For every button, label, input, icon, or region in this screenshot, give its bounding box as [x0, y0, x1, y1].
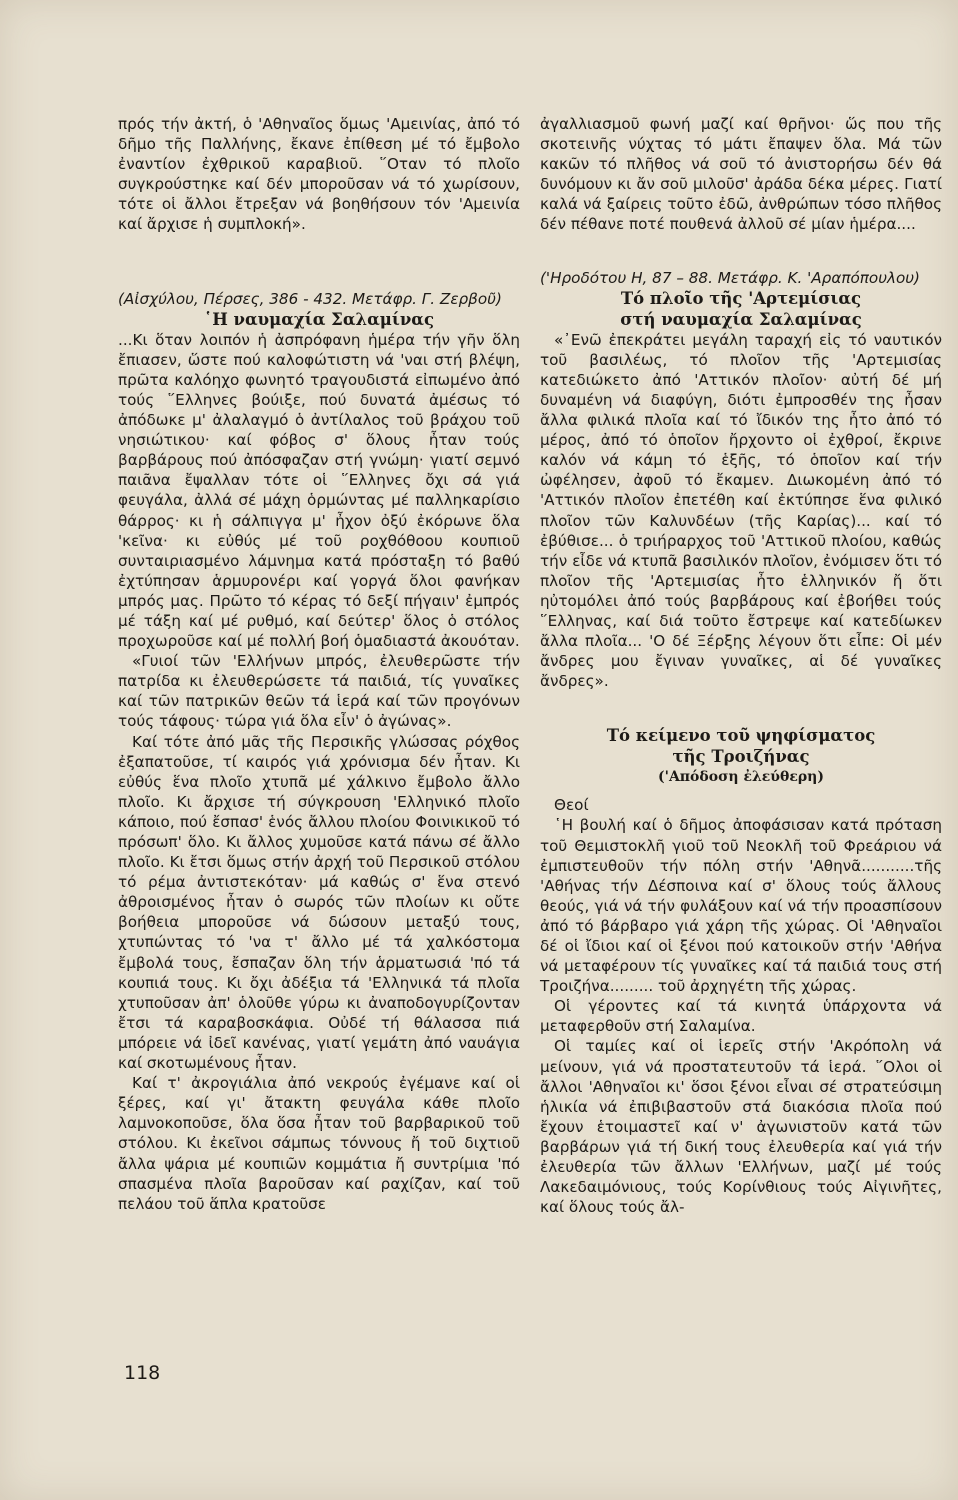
- paragraph: Καί τ' ἀκρογιάλια ἀπό νεκρούς ἐγέμανε καί οἱ ξέρες, καί γι' ἄτακτη φευγάλα κάθε πλοῖο λαμνοκοποῦσε, ὅλα ὅσα ἦταν τοῦ βαρβαρικοῦ τοῦ στόλου. Κι ἐκεῖνοι σάμπως τόννους ἤ τοῦ διχτιοῦ ἄλλα ψάρια μέ κουπιῶν κομμάτια ἤ συντρίμια 'πό σπασμένα πλοῖα βαροῦσαν καί ραχίζαν, καί τοῦ πελάου τοῦ ἅπλα κρατοῦσε: [118, 1074, 520, 1213]
- heading-battle-of-salamis: ῾Η ναυμαχία Σαλαμίνας: [203, 309, 435, 329]
- heading-decree-line1: Τό κείμενο τοῦ ψηφίσματος: [606, 726, 876, 746]
- paragraph-theoi: Θεοί: [554, 796, 589, 815]
- heading-artemisia-line2: στή ναυμαχία Σαλαμίνας: [620, 309, 862, 329]
- paragraph: ἀγαλλιασμοῦ φωνή μαζί καί θρῆνοι· ὥς που τῆς σκοτεινῆς νύχτας τό μάτι ἔπαψεν ὅλα. Μά τῶν κακῶν τό πλῆθος νά σοῦ τό ἀνιστορήσω δέν θά δυνόμουν κι ἄν σοῦ μιλοῦσ' ἀράδα δέκα μέρες. Γιατί καλά νά ξαίρεις τοῦτο ἐδῶ, ἀνθρώπων τόσο πλῆθος δέν πέθανε ποτέ πουθενά ἀλλοῦ σέ μίαν ἡμέρα....: [540, 115, 942, 234]
- right-column: [540, 114, 942, 1217]
- heading-decree-line2: τῆς Τροιζήνας: [672, 747, 810, 767]
- citation-aeschylus: (Αἰσχύλου, Πέρσες, 386 - 432. Μετάφρ. Γ. Ζερβοῦ): [118, 289, 502, 308]
- quote-continuation: πρός τήν ἀκτή, ὁ 'Αθηναῖος ὅμως 'Αμεινίας, ἀπό τό δῆμο τῆς Παλλήνης, ἔκανε ἐπίθεση μέ τό ἔμβολο ἐναντίον ἐχθρικοῦ καραβιοῦ. ῞Οταν τό πλοῖο συγκρούστηκε καί δέν μποροῦσαν νά τό χωρίσουν, τότε οἱ ἄλλοι ἔτρεξαν νά βοηθήσουν τόν 'Αμεινία καί ἄρχισε ἡ συμπλοκή».: [118, 115, 520, 234]
- left-column: [118, 114, 520, 1214]
- paragraph: ...Κι ὅταν λοιπόν ἡ ἀσπρόφανη ἡμέρα τήν γῆν ὅλη ἔπιασεν, ὥστε πού καλοφώτιστη νά 'ναι στή βλέψη, πρῶτα καλόηχο φωνητό τραγουδιστά εἰπωμένο ἀπό τούς ῞Ελληνες βούιξε, πού δυνατά ἀμέσως τό ἀπόδωκε μ' ἀλαλαγμό ὁ ἀντίλαλος τοῦ βράχου τοῦ νησιώτικου· καί φόβος σ' ὅλους ἦταν τούς βαρβάρους πού ἀπόσφαζαν στή γνώμη· γιατί σεμνό παιᾶνα ἔψαλλαν τότε οἱ ῞Ελληνες ὄχι σά γιά φευγάλα, ἀλλά σέ μάχη ὁρμώντας μέ παλληκαρίσιο θάρρος· κι ἡ σάλπιγγα μ' ἦχον ὀξύ ἐκόρωνε ὅλα 'κεῖνα· κι εὐθύς μέ τοῦ ροχθόθοου κουπιοῦ συνταιριασμένο λάμνημα κατά πρόσταξη τό βαθύ ἐχτύπησαν ἁρμυρονέρι καί γοργά ὅλοι φανήκαν μπρός μας. Πρῶτο τό κέρας τό δεξί πήγαιν' ἐμπρός μέ τάξη καί μέ ρυθμό, καί δεύτερ' ὅλος ὁ στόλος προχωροῦσε καί μέ πολλή βοή ὁμαδιαστά ἀκουόταν.: [118, 330, 520, 651]
- heading-decree-subtitle: ('Απόδοση ἐλεύθερη): [658, 769, 824, 786]
- paragraph: ῾Η βουλή καί ὁ δῆμος ἀποφάσισαν κατά πρόταση τοῦ Θεμιστοκλῆ γιοῦ τοῦ Νεοκλῆ τοῦ Φρεάριου νά ἐμπιστευθοῦν τήν πόλη στήν 'Αθηνᾶ...........τῆς 'Αθήνας τήν Δέσποινα καί σ' ὅλους τούς ἄλλους θεούς, γιά νά τήν φυλάξουν καί νά τήν προασπίσουν ἀπό τό βάρβαρο γιά χάρη τῆς χώρας. Οἱ 'Αθηναῖοι δέ οἱ ἴδιοι καί οἱ ξένοι πού κατοικοῦν στήν 'Αθήνα νά μεταφέρουν τίς γυναῖκες καί τά παιδιά τους στή Τροιζήνα......... τοῦ ἀρχηγέτη τῆς χώρας.: [540, 816, 942, 996]
- heading-artemisia-line1: Τό πλοῖο τῆς 'Αρτεμίσιας: [620, 288, 862, 308]
- page-number: 118: [124, 1362, 161, 1384]
- paragraph: «᾿Ενῶ ἐπεκράτει μεγάλη ταραχή εἰς τό ναυτικόν τοῦ βασιλέως, τό πλοῖον τῆς 'Αρτεμισίας κατεδιώκετο ἀπό 'Αττικόν πλοῖον· αὐτή δέ μή δυναμένη νά διαφύγη, διότι ἐμπροσθέν της ἦσαν ἄλλα φιλικά πλοῖα καί τό ἴδικόν της ἦτο ἀπό τό μέρος, ἀπό τό ὁποῖον ἤρχοντο οἱ ἐχθροί, ἔκρινε καλόν νά κάμη τό ἑξῆς, τό ὁποῖον καί τήν ὠφέλησεν, ἀφοῦ τό ἔκαμεν. Διωκομένη ἀπό τό 'Αττικόν πλοῖον ἐπετέθη καί ἐκτύπησε ἕνα φιλικό πλοῖον τῶν Καλυνδέων (τῆς Καρίας)... καί τό ἐβύθισε... ὁ τριήραρχος τοῦ 'Αττικοῦ πλοίου, καθώς τήν εἶδε νά κτυπᾶ βασιλικόν πλοῖον, ἐνόμισεν ὅτι τό πλοῖον τῆς 'Αρτεμισίας ἦτο ἑλληνικόν ἤ ὅτι ηὐτομόλει ἀπό τούς βαρβάρους καί ἐβοήθει τούς ῞Ελληνας, καί διά τοῦτο ἔστρεψε καί κατεδίωκεν ἄλλα πλοῖα... 'Ο δέ Ξέρξης λέγουν ὅτι εἶπε: Οἱ μέν ἄνδρες μου ἔγιναν γυναῖκες, αἱ δέ γυναῖκες ἄνδρες».: [540, 330, 942, 691]
- paragraph: Οἱ γέροντες καί τά κινητά ὑπάρχοντα νά μεταφερθοῦν στή Σαλαμίνα.: [540, 997, 942, 1036]
- paragraph: Καί τότε ἀπό μᾶς τῆς Περσικῆς γλώσσας ρόχθος ἐξαπατοῦσε, τί καιρός γιά χρόνισμα δέν ἦταν. Κι εὐθύς ἕνα πλοῖο χτυπᾶ μέ χάλκινο ἔμβολο ἄλλο πλοῖο. Κι ἄρχισε τή σύγκρουση 'Ελληνικό πλοῖο κάποιο, πού ἔσπασ' ἑνός ἄλλου πλοίου Φοινικικοῦ τό πρόσωπ' ὅλο. Κι ἄλλος χυμοῦσε κατά πάνω σέ ἄλλο πλοῖο. Κι ἔτσι ὅμως στήν ἀρχή τοῦ Περσικοῦ στόλου τό ρέμα ἀντιστεκόταν· μά καθώς σ' ἕνα στενό ἀθροισμένος ἦταν ὁ σωρός τῶν πλοίων κι οὔτε βοήθεια μποροῦσε νά δώσουν μεταξύ τους, χτυπώντας τό 'να τ' ἄλλο μέ τά χαλκόστομα ἔμβολά τους, ἔσπαζαν ὅλη τήν ἁρματωσιά 'πό τά κουπιά τους. Κι ὄχι ἀδέξια τά 'Ελληνικά τά πλοῖα χτυποῦσαν ἀπ' ὁλοῦθε γύρω κι ἀναποδογυρίζονταν ἔτσι τά καραβοσκάφια. Οὐδέ τή θάλασσα πιά μπόρειε νά ἰδεῖ κανένας, γιατί γεμάτη ἀπό ναυάγια καί σκοτωμένους ἦταν.: [118, 732, 520, 1073]
- paragraph: «Γυιοί τῶν 'Ελλήνων μπρός, ἐλευθερῶστε τήν πατρίδα κι ἐλευθερώσετε τά παιδιά, τίς γυναῖκες καί τῶν πατρικῶν θεῶν τά ἱερά καί τῶν προγόνων τούς τάφους· τώρα γιά ὅλα εἶν' ὁ ἀγώνας».: [118, 652, 520, 731]
- citation-herodotus: ('Ηροδότου Η, 87 – 88. Μετάφρ. Κ. 'Αραπόπουλου): [540, 268, 920, 287]
- paragraph: Οἱ ταμίες καί οἱ ἱερεῖς στήν 'Ακρόπολη νά μείνουν, γιά νά προστατευτοῦν τά ἱερά. ῞Ολοι οἱ ἄλλοι 'Αθηναῖοι κι' ὅσοι ξένοι εἶναι σέ στρατεύσιμη ἡλικία νά ἐπιβιβαστοῦν στά διακόσια πλοῖα πού ἔχουν ἑτοιμαστεῖ καί ν' ἀγωνιστοῦν κατά τῶν βαρβάρων γιά τή δική τους ἐλευθερία καί γιά τήν ἐλευθερία τῶν ἄλλων 'Ελλήνων, μαζί μέ τούς Λακεδαιμόνιους, τούς Κορίνθιους τούς Αἰγινῆτες, καί ὅλους τούς ἄλ-: [540, 1037, 942, 1217]
